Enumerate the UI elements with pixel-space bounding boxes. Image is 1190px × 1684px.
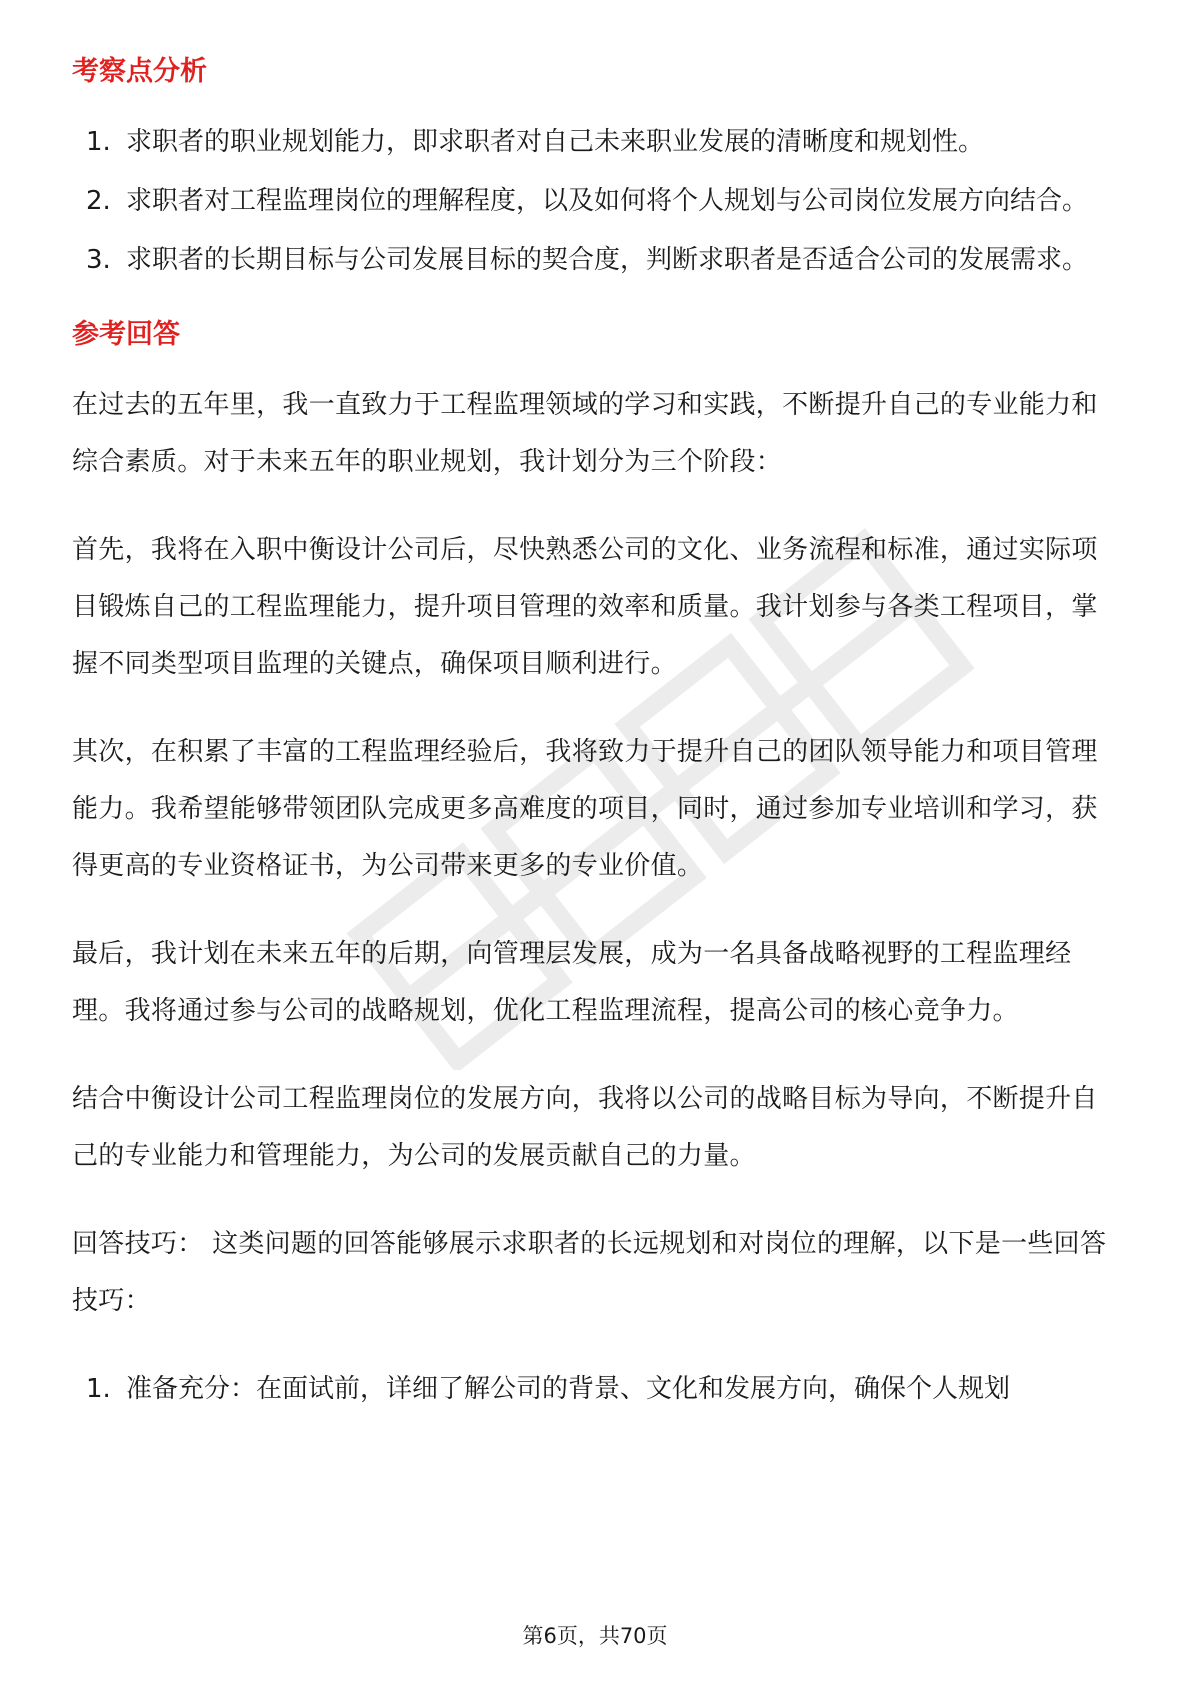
- list-item: [72, 232, 1122, 289]
- answer-paragraph: 首先，我将在入职中衡设计公司后，尽快熟悉公司的文化、业务流程和标准，通过实际项目锻炼自己的工程监理能力，提升项目管理的效率和质量。我计划参与各类工程项目，掌握不同类型项目监理的关键点，确保项目顺利进行。: [72, 535, 1098, 679]
- document-page: [72, 40, 1122, 1420]
- section-heading-analysis: 考察点分析: [72, 56, 207, 87]
- list-item-number: 2.: [86, 186, 111, 216]
- list-item-number: 3.: [86, 245, 111, 275]
- answer-paragraph: 在过去的五年里，我一直致力于工程监理领域的学习和实践，不断提升自己的专业能力和综合素质。对于未来五年的职业规划，我计划分为三个阶段：: [72, 390, 1098, 477]
- answer-paragraph: 最后，我计划在未来五年的后期，向管理层发展，成为一名具备战略视野的工程监理经理。我将通过参与公司的战略规划，优化工程监理流程，提高公司的核心竞争力。: [72, 939, 1072, 1026]
- page-number-footer: 第6页，共70页: [522, 1624, 668, 1648]
- list-item-text: 求职者的职业规划能力，即求职者对自己未来职业发展的清晰度和规划性。: [126, 127, 985, 157]
- answer-paragraph: 其次，在积累了丰富的工程监理经验后，我将致力于提升自己的团队领导能力和项目管理能力。我希望能够带领团队完成更多高难度的项目，同时，通过参加专业培训和学习，获得更高的专业资格证书，为公司带来更多的专业价值。: [72, 737, 1098, 881]
- list-item-text: 准备充分：在面试前，详细了解公司的背景、文化和发展方向，确保个人规划: [126, 1374, 1011, 1404]
- tips-list: [72, 1361, 1122, 1418]
- answer-paragraph: 结合中衡设计公司工程监理岗位的发展方向，我将以公司的战略目标为导向，不断提升自己的专业能力和管理能力，为公司的发展贡献自己的力量。: [72, 1084, 1098, 1171]
- list-item-number: 1.: [86, 1374, 111, 1404]
- tips-intro-paragraph: 回答技巧： 这类问题的回答能够展示求职者的长远规划和对岗位的理解，以下是一些回答技巧：: [72, 1229, 1107, 1316]
- list-item: [72, 114, 1122, 171]
- section-heading-answer: 参考回答: [72, 319, 180, 350]
- analysis-list: [72, 114, 1122, 289]
- list-item: [72, 173, 1122, 230]
- list-item-text: 求职者对工程监理岗位的理解程度，以及如何将个人规划与公司岗位发展方向结合。: [126, 186, 1089, 216]
- list-item: [72, 1361, 1122, 1418]
- list-item-text: 求职者的长期目标与公司发展目标的契合度，判断求职者是否适合公司的发展需求。: [126, 245, 1089, 275]
- list-item-number: 1.: [86, 127, 111, 157]
